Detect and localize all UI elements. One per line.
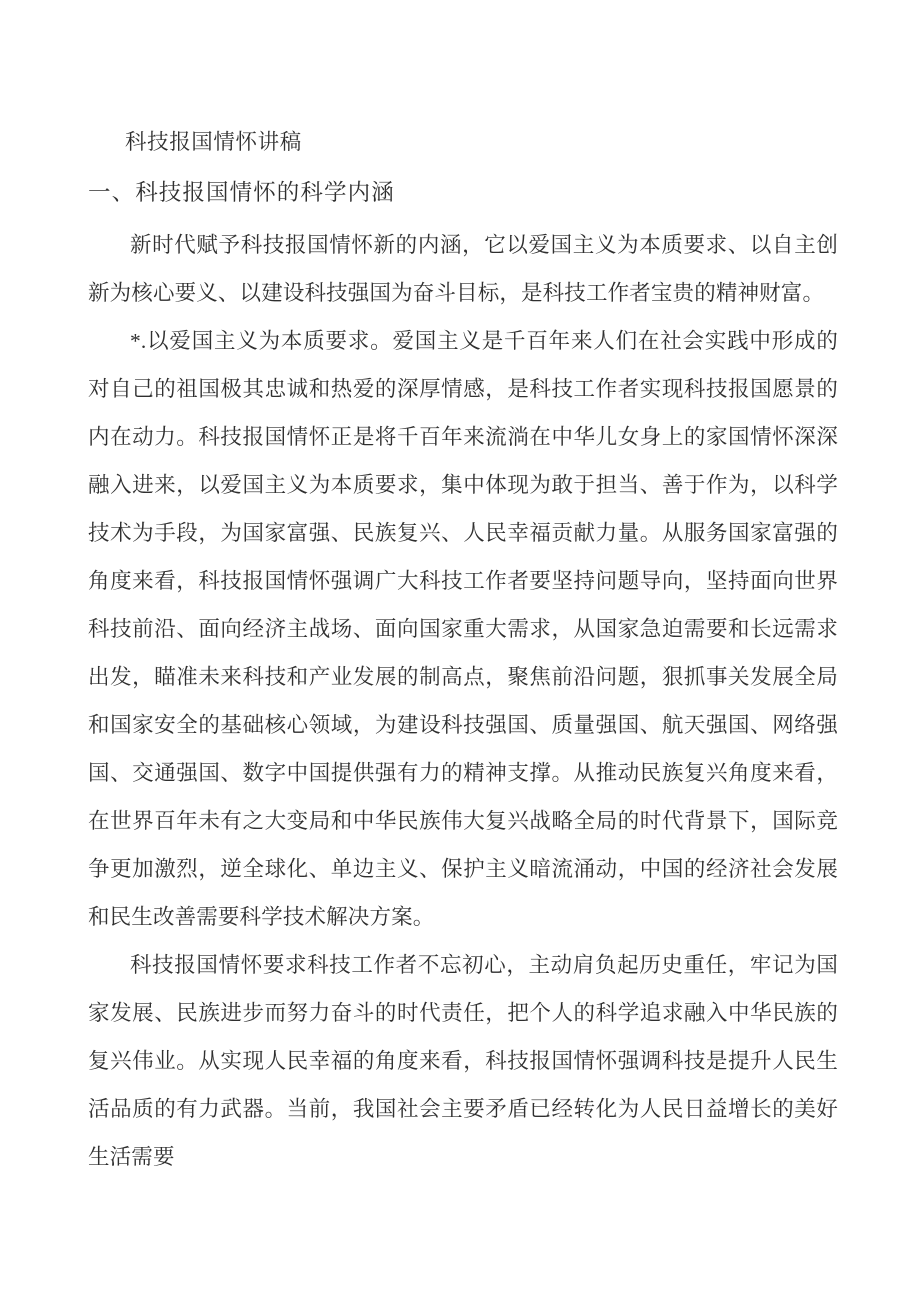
document-body bbox=[88, 118, 838, 1181]
paragraph-1: 新时代赋予科技报国情怀新的内涵，它以爱国主义为本质要求、以自主创新为核心要义、以建设科技强国为奋斗目标，是科技工作者宝贵的精神财富。 bbox=[88, 233, 838, 305]
paragraph-2: *.以爱国主义为本质要求。爱国主义是千百年来人们在社会实践中形成的对自己的祖国极其忠诚和热爱的深厚情感，是科技工作者实现科技报国愿景的内在动力。科技报国情怀正是将千百年来流淌在中华儿女身上的家国情怀深深融入进来，以爱国主义为本质要求，集中体现为敢于担当、善于作为，以科学技术为手段，为国家富强、民族复兴、人民幸福贡献力量。从服务国家富强的角度来看，科技报国情怀强调广大科技工作者要坚持问题导向，坚持面向世界科技前沿、面向经济主战场、面向国家重大需求，从国家急迫需要和长远需求出发，瞄准未来科技和产业发展的制高点，聚焦前沿问题，狠抓事关发展全局和国家安全的基础核心领域，为建设科技强国、质量强国、航天强国、网络强国、交通强国、数字中国提供强有力的精神支撑。从推动民族复兴角度来看，在世界百年未有之大变局和中华民族伟大复兴战略全局的时代背景下，国际竞争更加激烈，逆全球化、单边主义、保护主义暗流涌动，中国的经济社会发展和民生改善需要科学技术解决方案。 bbox=[88, 329, 838, 929]
paragraph-3: 科技报国情怀要求科技工作者不忘初心，主动肩负起历史重任，牢记为国家发展、民族进步而努力奋斗的时代责任，把个人的科学追求融入中华民族的复兴伟业。从实现人民幸福的角度来看，科技报国情怀强调科技是提升人民生活品质的有力武器。当前，我国社会主要矛盾已经转化为人民日益增长的美好生活需要 bbox=[88, 953, 838, 1169]
section-heading-1: 一、科技报国情怀的科学内涵 bbox=[88, 180, 395, 205]
document-title: 科技报国情怀讲稿 bbox=[125, 130, 302, 154]
